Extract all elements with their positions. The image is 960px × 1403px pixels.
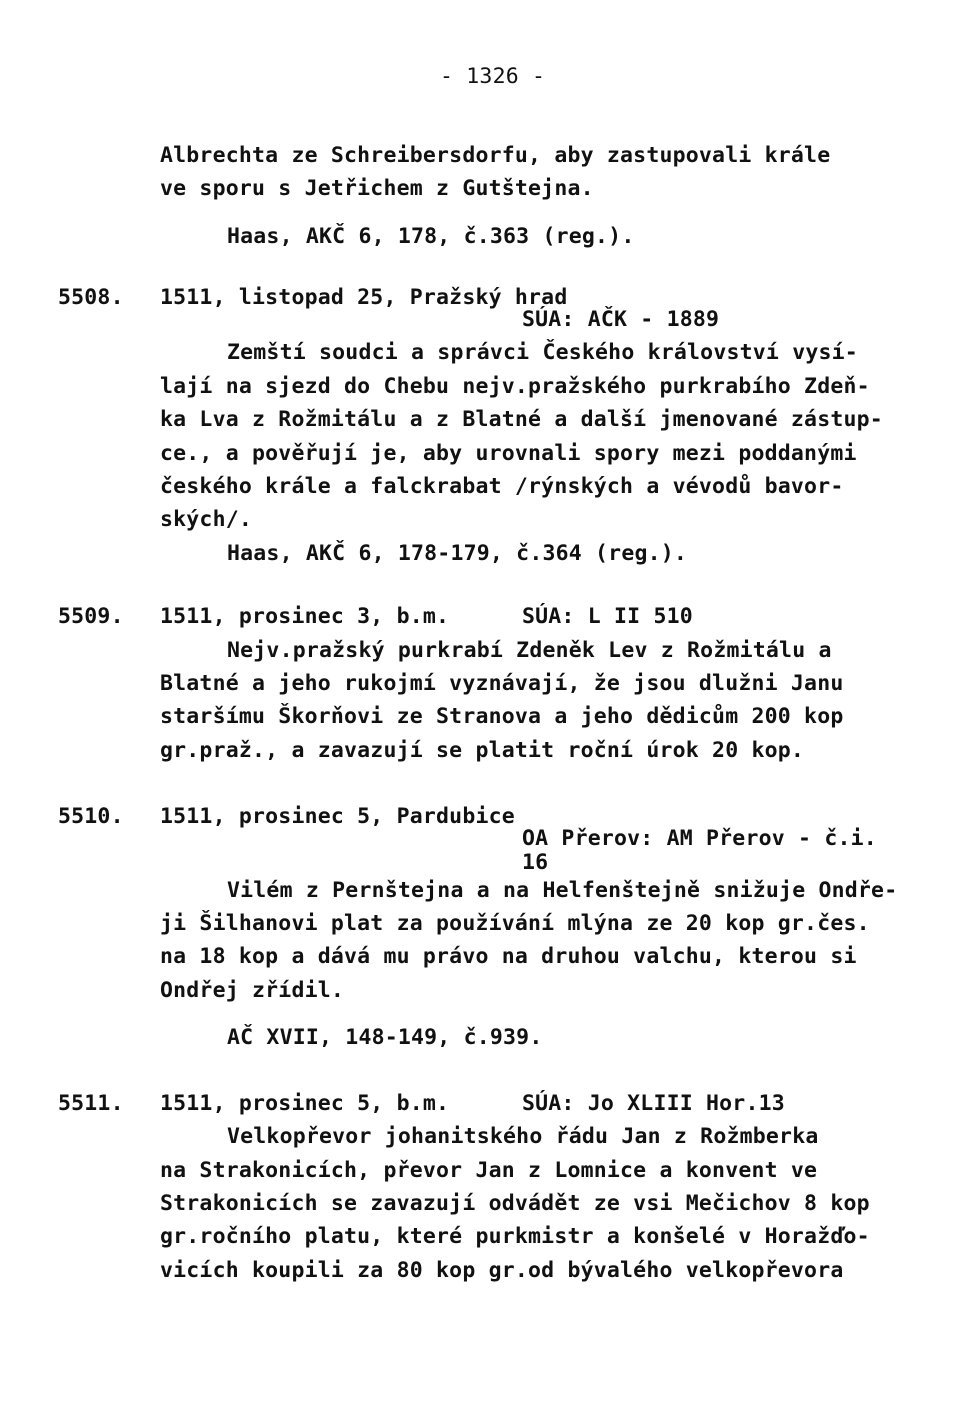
text-line: gr.ročního platu, které purkmistr a konšelé v Horažďo-	[160, 1224, 870, 1249]
text-line: Nejv.pražský purkrabí Zdeněk Lev z Rožmitálu a	[227, 638, 832, 663]
archive-reference: SÚA: Jo XLIII Hor.13	[522, 1091, 785, 1116]
source-citation: Haas, AKČ 6, 178-179, č.364 (reg.).	[227, 541, 688, 566]
text-line: Ondřej zřídil.	[160, 978, 345, 1003]
archive-reference: OA Přerov: AM Přerov - č.i.	[522, 826, 877, 851]
text-line: na 18 kop a dává mu právo na druhou valchu, kterou si	[160, 944, 857, 969]
archive-reference: SÚA: AČK - 1889	[522, 307, 720, 332]
text-line: ce., a pověřují je, aby urovnali spory mezi poddanými	[160, 441, 857, 466]
source-citation: Haas, AKČ 6, 178, č.363 (reg.).	[227, 224, 635, 249]
text-line: gr.praž., a zavazují se platit roční úrok 20 kop.	[160, 738, 805, 763]
entry-number: 5511.	[58, 1091, 124, 1116]
entry-number: 5509.	[58, 604, 124, 629]
entry-number: 5508.	[58, 285, 124, 310]
text-line: českého krále a falckrabat /rýnských a vévodů bavor-	[160, 474, 844, 499]
text-line: lají na sjezd do Chebu nejv.pražského purkrabího Zdeň-	[160, 374, 870, 399]
entry-number: 5510.	[58, 804, 124, 829]
text-line: Blatné a jeho rukojmí vyznávají, že jsou dlužni Janu	[160, 671, 844, 696]
text-line: na Strakonicích, převor Jan z Lomnice a konvent ve	[160, 1158, 818, 1183]
source-citation: AČ XVII, 148-149, č.939.	[227, 1025, 543, 1050]
archive-reference: SÚA: L II 510	[522, 604, 693, 629]
text-line: ji Šilhanovi plat za používání mlýna ze 20 kop gr.čes.	[160, 911, 870, 936]
entry-header: 1511, prosinec 5, b.m.	[160, 1091, 450, 1116]
text-line: Velkopřevor johanitského řádu Jan z Rožmberka	[227, 1124, 819, 1149]
archive-reference-cont: 16	[522, 850, 549, 875]
entry-header: 1511, prosinec 3, b.m.	[160, 604, 450, 629]
text-line: ve sporu s Jetřichem z Gutštejna.	[160, 176, 594, 201]
text-line: Albrechta ze Schreibersdorfu, aby zastupovali krále	[160, 143, 831, 168]
entry-header: 1511, listopad 25, Pražský hrad	[160, 285, 568, 310]
entry-header: 1511, prosinec 5, Pardubice	[160, 804, 515, 829]
text-line: Zemští soudci a správci Českého království vysí-	[227, 340, 858, 365]
text-line: staršímu Škorňovi ze Stranova a jeho dědicům 200 kop	[160, 704, 844, 729]
page-number: - 1326 -	[440, 64, 546, 89]
text-line: vicích koupili za 80 kop gr.od bývalého velkopřevora	[160, 1258, 844, 1283]
text-line: ka Lva z Rožmitálu a z Blatné a další jmenované zástup-	[160, 407, 883, 432]
text-line: Strakonicích se zavazují odvádět ze vsi Mečichov 8 kop	[160, 1191, 870, 1216]
text-line: Vilém z Pernštejna a na Helfenštejně snižuje Ondře-	[227, 878, 898, 903]
text-line: ských/.	[160, 507, 253, 532]
